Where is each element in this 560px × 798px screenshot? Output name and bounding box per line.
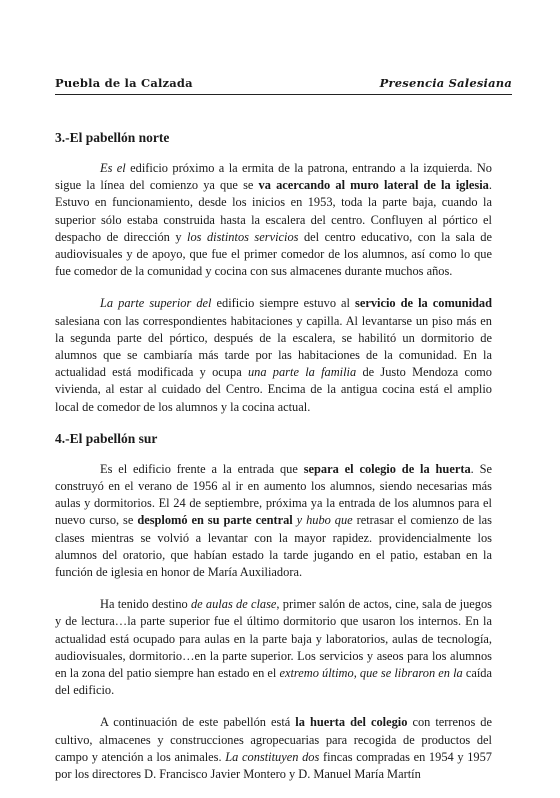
text-run: del centro educativo, con la sala de audiovisuales y de apoyo, que fue el primer comedor de los alumnos, así como lo que fue comedor de la comunidad y cocina con sus almacenes durante muchos años.: [55, 229, 492, 279]
bold-text: servicio de la comunidad: [355, 296, 492, 311]
paragraph: [55, 295, 492, 415]
text-run: Ha tenido destino: [100, 597, 191, 612]
text-run: de Justo Mendoza como vivienda, al estar al cuidado del Centro. Encima de la antigua cocina está el amplio local de comedor de los alumnos y la cocina actual.: [55, 365, 493, 414]
text-run: retrasar el comienzo de las clases mientras se volvió a levantar con la mayor rapidez. providencialmente los alumnos del oratorio, que habían estado la tarde jugando en el patio, estaban en la función de iglesia en honor de María Auxiliadora.: [55, 513, 492, 580]
italic-text: extremo último, que se libraron en la: [279, 666, 463, 681]
text-run: caída del edificio.: [55, 666, 492, 698]
running-header: [55, 72, 512, 95]
header-book-title: Puebla de la Calzada: [55, 76, 193, 90]
italic-text: La constituyen dos: [225, 749, 320, 764]
text-run: . Estuvo en funcionamiento, desde los inicios en 1953, toda la parte baja, cuando la superior sólo estaba construida hasta la escalera del centro. Confluyen al pórtico el despacho de dirección y: [55, 178, 492, 244]
bold-text: la huerta del colegio: [295, 715, 408, 730]
header-section-title: Presencia Salesiana: [379, 76, 512, 90]
paragraph: [55, 596, 492, 699]
italic-text: y hubo que: [292, 513, 353, 528]
section-heading-south: 4.-El pabellón sur: [55, 430, 158, 446]
italic-text: los distintos servicios: [187, 229, 299, 244]
bold-text: separa el colegio de la huerta: [303, 461, 471, 476]
paragraph: [55, 714, 492, 783]
section-heading-north: 3.-El pabellón norte: [55, 130, 170, 145]
text-run: edificio siempre estuvo al: [211, 296, 356, 311]
paragraph: [55, 461, 492, 581]
italic-text: de aulas de clase: [190, 597, 277, 612]
bold-text: desplomó en su parte central: [137, 513, 293, 528]
text-run: edificio próximo a la ermita de la patrona, entrando a la izquierda. No sigue la línea del comienzo ya que se: [55, 161, 492, 193]
italic-text: una parte la familia: [247, 365, 357, 380]
bold-text: va acercando al muro lateral de la iglesia: [258, 178, 489, 193]
text-run: , primer salón de actos, cine, sala de juegos y de lectura…la parte superior fue el último dormitorio que usaron los internos. En la actualidad está ocupado para aulas en la parte baja y laboratorios, aulas de tecnología, audiovisuales, dormitorio…en la parte superior. Los servicios y aseos para los alumnos en la zona del patio siempre han estado en el: [55, 597, 492, 681]
italic-text: Es el: [100, 161, 126, 175]
paragraph: [55, 160, 492, 280]
text-run: salesiana con las correspondientes habitaciones y capilla. Al levantarse un piso más en la segunda parte del pórtico, después de la escalera, se habilitó un dormitorio de alumnos que se cambiaría más tarde por las habitaciones de la comunidad. En la actualidad está modificada y ocupa: [55, 313, 492, 380]
text-run: . Se construyó en el verano de 1956 al ir en aumento los alumnos, siendo necesarias más aulas y dormitorios. El 24 de septiembre, próxima ya la entrada de los alumnos para el nuevo curso, se: [55, 461, 493, 528]
text-run: fincas compradas en 1954 y 1957 por los directores D. Francisco Javier Montero y D. Manuel María Martín: [55, 749, 493, 782]
italic-text: La parte superior del: [100, 296, 212, 311]
text-run: con terrenos de cultivo, almacenes y construcciones agropecuarias para recogida de productos del campo y atención a los animales.: [55, 715, 492, 764]
text-run: A continuación de este pabellón está: [100, 715, 296, 730]
text-run: Es el edificio frente a la entrada que: [100, 461, 304, 476]
page-body: [55, 130, 492, 798]
